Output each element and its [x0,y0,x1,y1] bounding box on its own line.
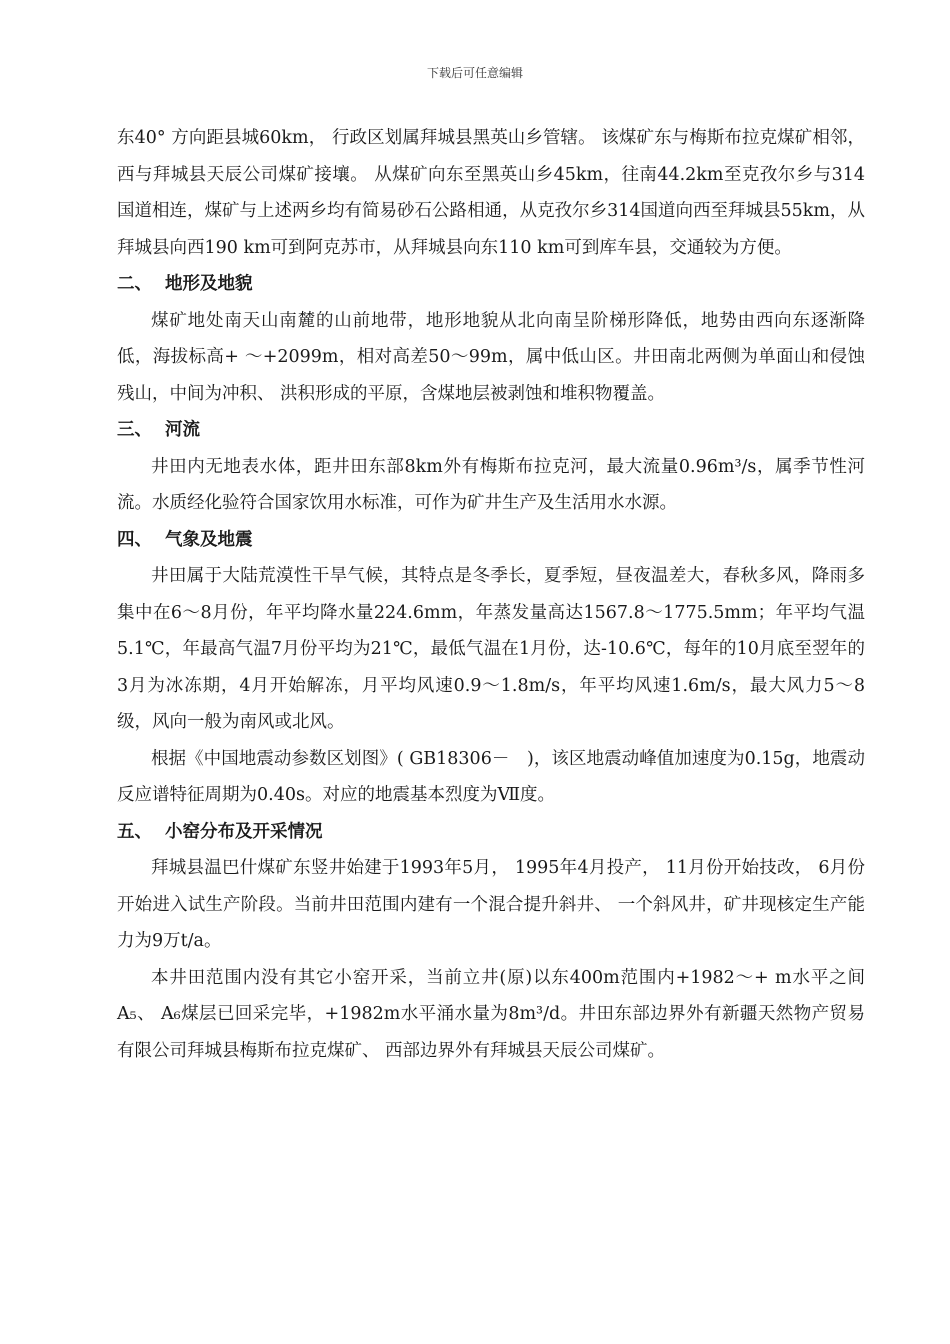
mining-status-paragraph: 本井田范围内没有其它小窑开采，当前立井(原)以东400m范围内+1982～+ m水平之间A₅、 A₆煤层已回采完毕，+1982m水平涌水量为8m³/d。井田东部边界外有新疆天然物产贸易有限公司拜城县梅斯布拉克煤矿、 西部边界外有拜城县天辰公司煤矿。 [117,967,865,1061]
section-heading-terrain [117,266,865,303]
section-title: 河流 [165,420,200,440]
terrain-paragraph: 煤矿地处南天山南麓的山前地带，地形地貌从北向南呈阶梯形降低，地势由西向东逐渐降低，海拔标高+ ～+2099m，相对高差50～99m，属中低山区。井田南北两侧为单面山和侵蚀残山，中间为冲积、 洪积形成的平原，含煤地层被剥蚀和堆积物覆盖。 [117,310,865,404]
earthquake-paragraph: 根据《中国地震动参数区划图》( GB18306－ )，该区地震动峰值加速度为0.15g，地震动反应谱特征周期为0.40s。对应的地震基本烈度为Ⅶ度。 [117,748,865,805]
section-heading-small-mines [117,814,865,851]
document-body [117,120,865,1069]
climate-paragraph: 井田属于大陆荒漠性干旱气候，其特点是冬季长，夏季短，昼夜温差大，春秋多风，降雨多集中在6～8月份，年平均降水量224.6mm，年蒸发量高达1567.8～1775.5mm；年平均气温5.1℃，年最高气温7月份平均为21℃，最低气温在1月份，达-10.6℃，每年的10月底至翌年的3月为冰冻期，4月开始解冻，月平均风速0.9～1.8m/s，年平均风速1.6m/s，最大风力5～8级，风向一般为南风或北风。 [117,566,865,732]
section-number: 四、 [117,529,152,550]
mine-history-paragraph: 拜城县温巴什煤矿东竖井始建于1993年5月， 1995年4月投产， 11月份开始技改， 6月份开始进入试生产阶段。当前井田范围内建有一个混合提升斜井、 一个斜风井，矿井现核定生产能力为9万t/a。 [117,858,865,951]
section-number: 二、 [117,274,152,294]
section-title: 气象及地震 [165,529,253,550]
section-heading-climate [117,522,865,559]
page-header: 下载后可任意编辑 [426,66,523,80]
rivers-paragraph: 井田内无地表水体，距井田东部8km外有梅斯布拉克河，最大流量0.96m³/s，属季节性河流。水质经化验符合国家饮用水标准，可作为矿井生产及生活用水水源。 [117,456,865,513]
section-title: 小窑分布及开采情况 [165,821,323,842]
section-number: 五、 [117,821,152,842]
section-number: 三、 [117,420,152,440]
section-heading-rivers [117,412,865,449]
intro-paragraph: 东40° 方向距县城60km， 行政区划属拜城县黑英山乡管辖。 该煤矿东与梅斯布拉克煤矿相邻，西与拜城县天辰公司煤矿接壤。 从煤矿向东至黑英山乡45km，往南44.2km至克孜尔乡与314国道相连，煤矿与上述两乡均有简易砂石公路相通，从克孜尔乡314国道向西至拜城县55km，从拜城县向西190 km可到阿克苏市，从拜城县向东110 km可到库车县，交通较为方便。 [117,128,865,258]
section-title: 地形及地貌 [165,274,253,294]
